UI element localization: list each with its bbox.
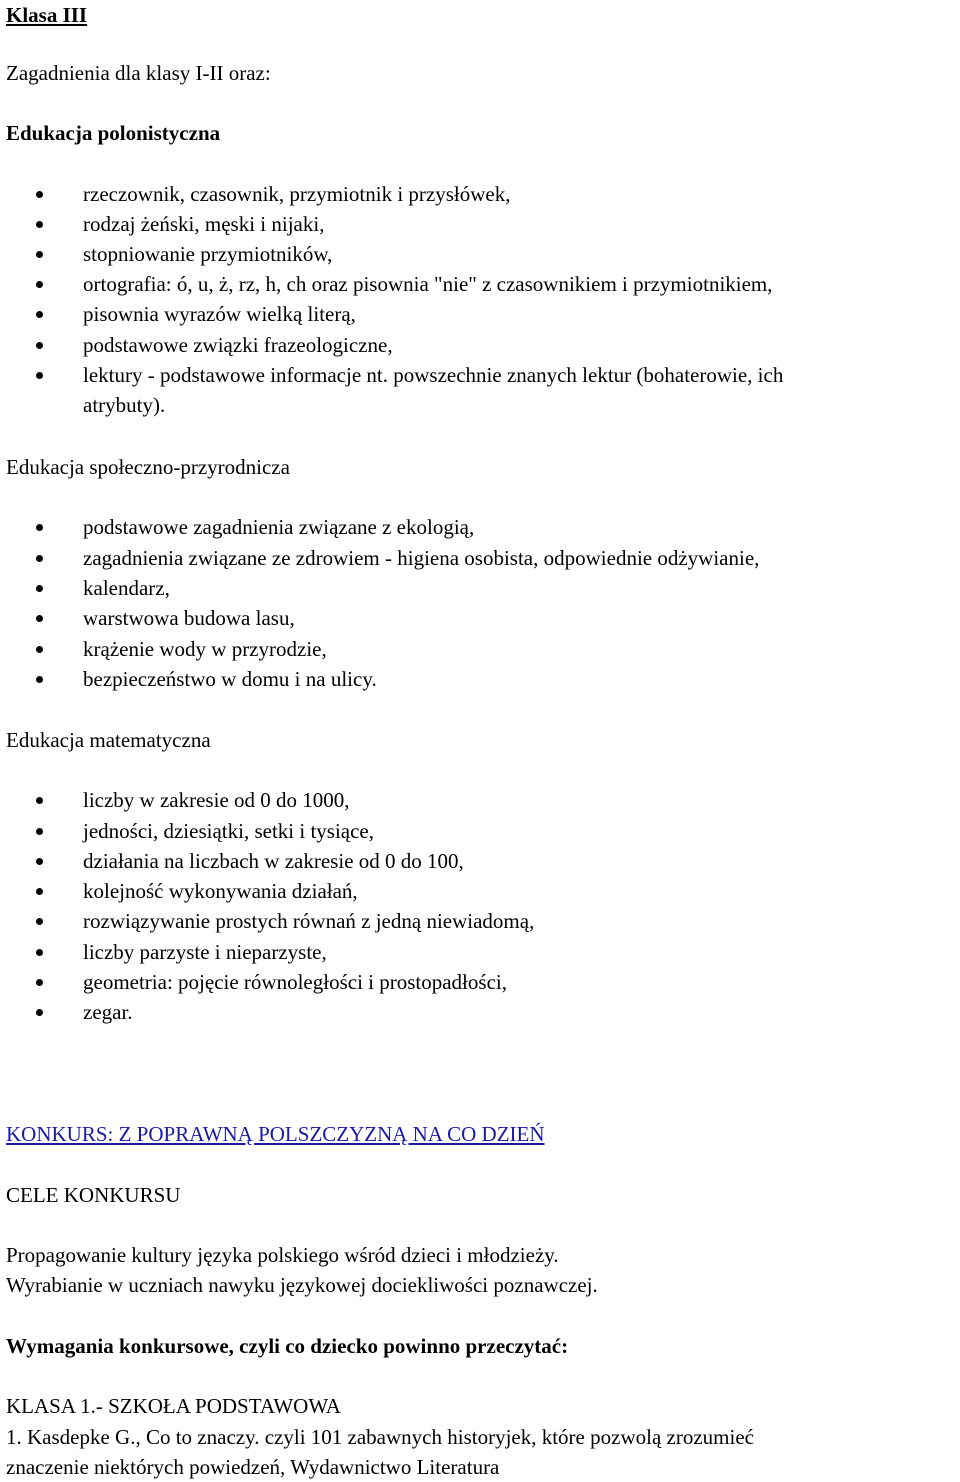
list-item-text: pisownia wyrazów wielką literą, (83, 302, 356, 326)
list-item-text: lektury - podstawowe informacje nt. powszechnie znanych lektur (bohaterowie, ich (83, 363, 784, 387)
bullet-icon (36, 1009, 43, 1016)
list-item-continuation: atrybuty). (83, 393, 166, 417)
list-item-text: rozwiązywanie prostych równań z jedną niewiadomą, (83, 909, 535, 933)
reading-item-line-1: 1. Kasdepke G., Co to znaczy. czyli 101 zabawnych historyjek, które pozwolą zrozumieć (6, 1425, 754, 1449)
section-heading-matematyczna: Edukacja matematyczna (6, 728, 211, 752)
reading-item-line-2: znaczenie niektórych powiedzeń, Wydawnictwo Literatura (6, 1455, 500, 1479)
list-item-text: zegar. (83, 1000, 133, 1024)
list-item-text: warstwowa budowa lasu, (83, 606, 295, 630)
bullet-icon (36, 888, 43, 895)
bullet-icon (36, 372, 43, 379)
bullet-icon (36, 221, 43, 228)
contest-goal-1: Propagowanie kultury języka polskiego wśród dzieci i młodzieży. (6, 1243, 559, 1267)
list-item-text: kalendarz, (83, 576, 170, 600)
list-item-text: liczby parzyste i nieparzyste, (83, 940, 327, 964)
bullet-icon (36, 524, 43, 531)
bullet-icon (36, 555, 43, 562)
contest-title-link[interactable]: KONKURS: Z POPRAWNĄ POLSZCZYZNĄ NA CO DZIEŃ (6, 1122, 545, 1146)
list-item-text: zagadnienia związane ze zdrowiem - higiena osobista, odpowiednie odżywianie, (83, 546, 760, 570)
bullet-icon (36, 615, 43, 622)
contest-goal-2: Wyrabianie w uczniach nawyku językowej dociekliwości poznawczej. (6, 1273, 598, 1297)
bullet-icon (36, 342, 43, 349)
bullet-icon (36, 585, 43, 592)
bullet-icon (36, 676, 43, 683)
list-item-text: jedności, dziesiątki, setki i tysiące, (83, 819, 375, 843)
bullet-icon (36, 828, 43, 835)
class-heading: KLASA 1.- SZKOŁA PODSTAWOWA (6, 1394, 341, 1418)
list-item-text: podstawowe związki frazeologiczne, (83, 333, 393, 357)
list-item-text: ortografia: ó, u, ż, rz, h, ch oraz pisownia "nie" z czasownikiem i przymiotnikiem, (83, 272, 773, 296)
bullet-icon (36, 979, 43, 986)
section-heading-spoleczno-przyrodnicza: Edukacja społeczno-przyrodnicza (6, 455, 290, 479)
list-item-text: rodzaj żeński, męski i nijaki, (83, 212, 325, 236)
section-heading-polonistyczna: Edukacja polonistyczna (6, 121, 221, 145)
bullet-icon (36, 281, 43, 288)
list-item-text: kolejność wykonywania działań, (83, 879, 358, 903)
bullet-icon (36, 949, 43, 956)
bullet-icon (36, 311, 43, 318)
bullet-icon (36, 251, 43, 258)
bullet-icon (36, 646, 43, 653)
contest-requirements-heading: Wymagania konkursowe, czyli co dziecko powinno przeczytać: (6, 1334, 569, 1358)
list-item-text: bezpieczeństwo w domu i na ulicy. (83, 667, 377, 691)
intro-text: Zagadnienia dla klasy I-II oraz: (6, 61, 271, 85)
list-item-text: krążenie wody w przyrodzie, (83, 637, 327, 661)
list-item-text: podstawowe zagadnienia związane z ekologią, (83, 515, 475, 539)
bullet-icon (36, 191, 43, 198)
bullet-icon (36, 858, 43, 865)
document-title: Klasa III (6, 3, 88, 27)
bullet-icon (36, 918, 43, 925)
list-item-text: liczby w zakresie od 0 do 1000, (83, 788, 350, 812)
bullet-icon (36, 797, 43, 804)
list-item-text: rzeczownik, czasownik, przymiotnik i przysłówek, (83, 182, 511, 206)
list-item-text: geometria: pojęcie równoległości i prostopadłości, (83, 970, 507, 994)
contest-goals-heading: CELE KONKURSU (6, 1183, 181, 1207)
list-item-text: działania na liczbach w zakresie od 0 do 100, (83, 849, 464, 873)
list-item-text: stopniowanie przymiotników, (83, 242, 333, 266)
